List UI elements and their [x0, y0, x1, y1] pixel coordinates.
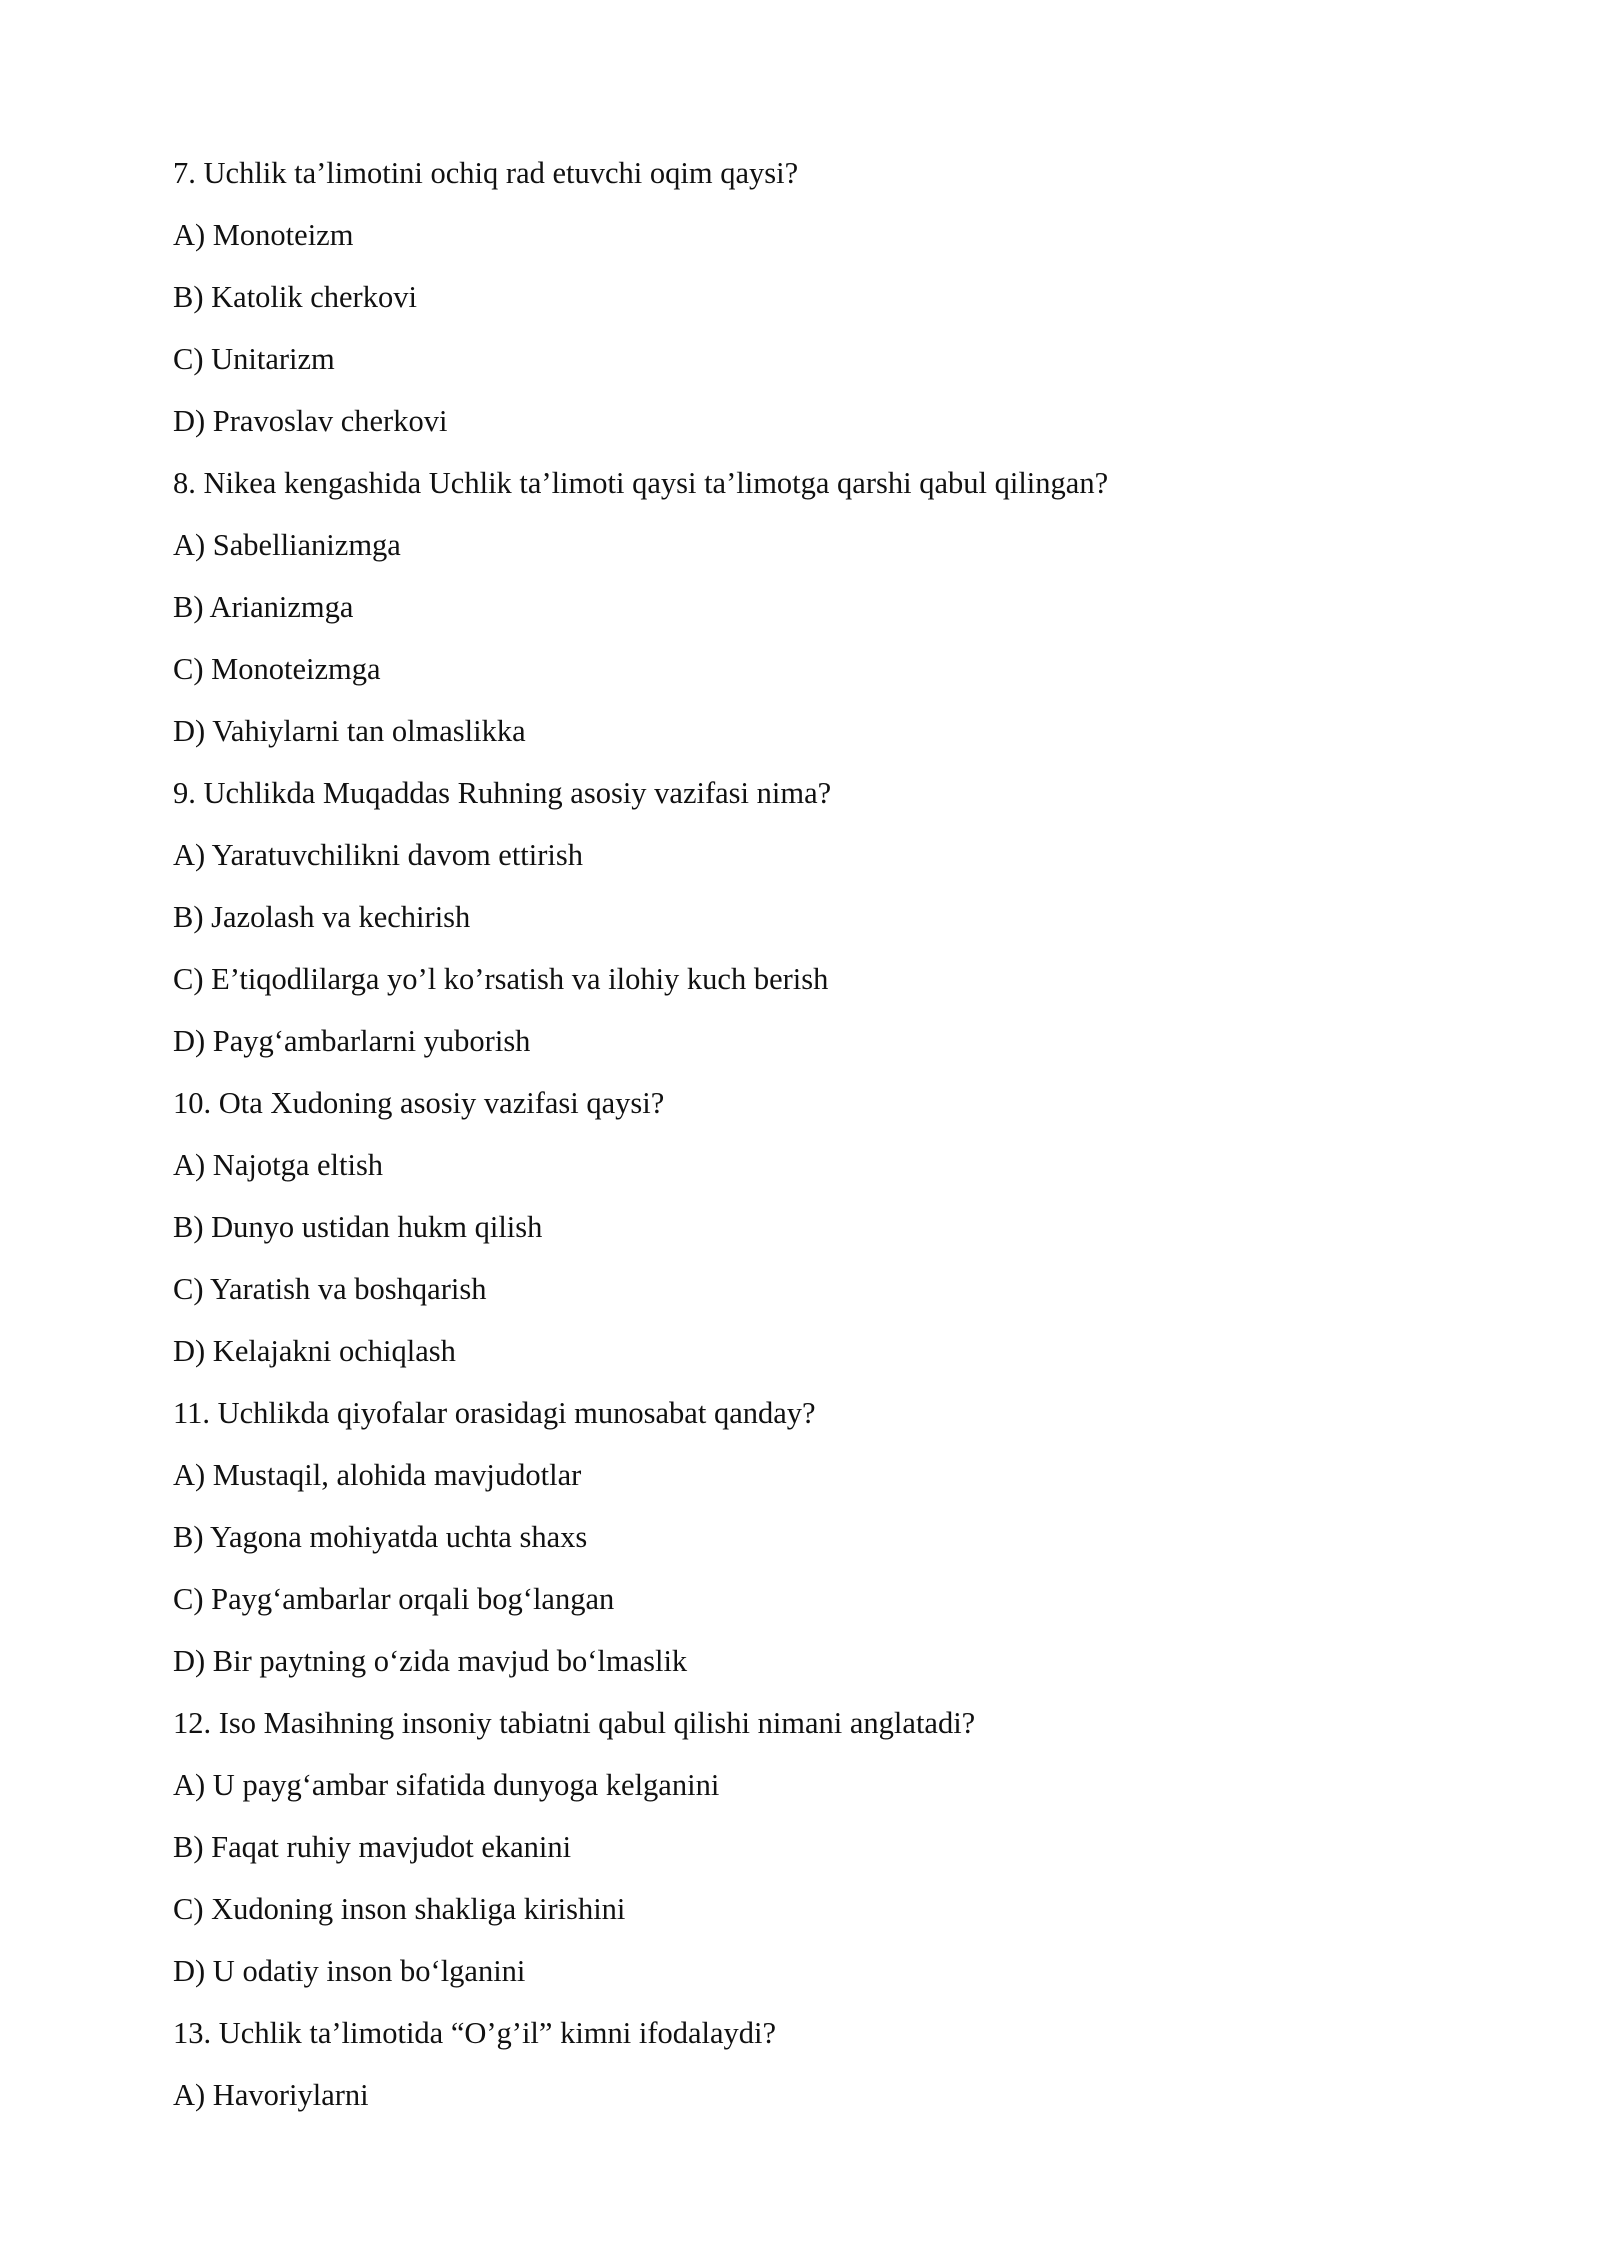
question-12-option-d: D) U odatiy inson bo‘lganini — [173, 1954, 526, 1988]
question-12-option-a: A) U payg‘ambar sifatida dunyoga kelganini — [173, 1768, 720, 1802]
question-12-option-b: B) Faqat ruhiy mavjudot ekanini — [173, 1830, 572, 1864]
question-7-option-c: C) Unitarizm — [173, 342, 335, 376]
question-10-option-a: A) Najotga eltish — [173, 1148, 384, 1182]
question-8-text: 8. Nikea kengashida Uchlik ta’limoti qaysi ta’limotga qarshi qabul qilingan? — [173, 466, 1109, 500]
question-13-text: 13. Uchlik ta’limotida “O’g’il” kimni ifodalaydi? — [173, 2016, 777, 2050]
question-8-option-d: D) Vahiylarni tan olmaslikka — [173, 714, 526, 748]
question-8-option-a: A) Sabellianizmga — [173, 528, 401, 562]
question-11-option-d: D) Bir paytning o‘zida mavjud bo‘lmaslik — [173, 1644, 688, 1678]
question-9-option-a: A) Yaratuvchilikni davom ettirish — [173, 838, 584, 872]
question-11-option-a: A) Mustaqil, alohida mavjudotlar — [173, 1458, 582, 1492]
question-11-option-b: B) Yagona mohiyatda uchta shaxs — [173, 1520, 588, 1554]
question-13-option-a: A) Havoriylarni — [173, 2078, 369, 2112]
question-9-option-d: D) Payg‘ambarlarni yuborish — [173, 1024, 531, 1058]
question-12-option-c: C) Xudoning inson shakliga kirishini — [173, 1892, 626, 1926]
question-9-text: 9. Uchlikda Muqaddas Ruhning asosiy vazifasi nima? — [173, 776, 832, 810]
question-10-option-b: B) Dunyo ustidan hukm qilish — [173, 1210, 543, 1244]
question-10-text: 10. Ota Xudoning asosiy vazifasi qaysi? — [173, 1086, 665, 1120]
question-8-option-b: B) Arianizmga — [173, 590, 354, 624]
question-7-text: 7. Uchlik ta’limotini ochiq rad etuvchi oqim qaysi? — [173, 156, 799, 190]
question-11-text: 11. Uchlikda qiyofalar orasidagi munosabat qanday? — [173, 1396, 816, 1430]
question-9-option-b: B) Jazolash va kechirish — [173, 900, 471, 934]
question-7-option-d: D) Pravoslav cherkovi — [173, 404, 448, 438]
question-10-option-c: C) Yaratish va boshqarish — [173, 1272, 487, 1306]
question-list — [173, 148, 1473, 2132]
question-9-option-c: C) E’tiqodlilarga yo’l ko’rsatish va ilohiy kuch berish — [173, 962, 829, 996]
question-8-option-c: C) Monoteizmga — [173, 652, 381, 686]
question-10-option-d: D) Kelajakni ochiqlash — [173, 1334, 456, 1368]
question-12-text: 12. Iso Masihning insoniy tabiatni qabul qilishi nimani anglatadi? — [173, 1706, 976, 1740]
question-7-option-b: B) Katolik cherkovi — [173, 280, 417, 314]
question-7-option-a: A) Monoteizm — [173, 218, 354, 252]
question-11-option-c: C) Payg‘ambarlar orqali bog‘langan — [173, 1582, 615, 1616]
